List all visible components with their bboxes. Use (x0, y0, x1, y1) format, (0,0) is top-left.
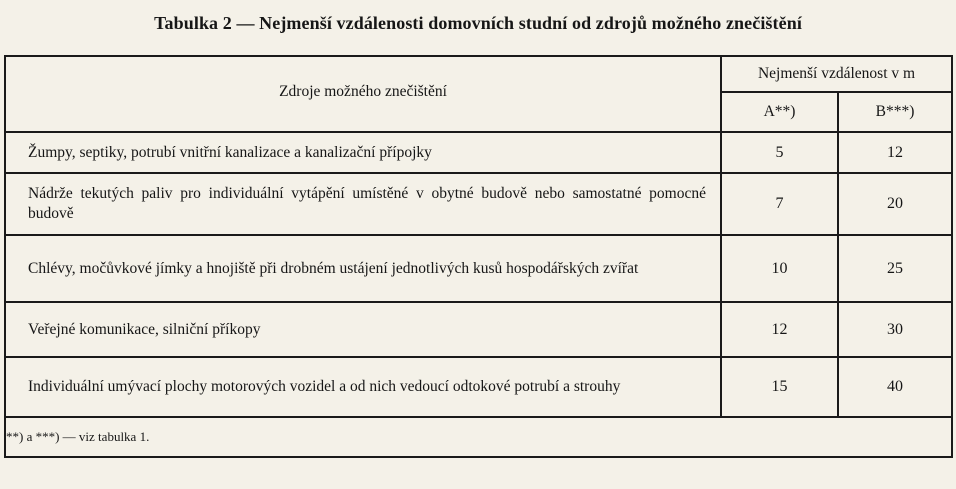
distance-a-cell: 7 (721, 173, 838, 235)
distance-a-cell: 15 (721, 357, 838, 417)
distance-a-cell: 5 (721, 132, 838, 173)
footnote: **) a ***) — viz tabulka 1. (5, 417, 952, 457)
source-cell: Žumpy, septiky, potrubí vnitřní kanalizace a kanalizační přípojky (5, 132, 721, 173)
source-cell: Nádrže tekutých paliv pro individuální vytápění umístěné v obytné budově nebo samostatné pomocné budově (5, 173, 721, 235)
source-cell: Veřejné komunikace, silniční příkopy (5, 302, 721, 357)
table-row (5, 173, 952, 235)
distance-a-cell: 12 (721, 302, 838, 357)
table-row (5, 235, 952, 302)
distance-header: Nejmenší vzdálenost v m (721, 56, 952, 92)
footnote-row (5, 417, 952, 457)
column-a-header: A**) (721, 92, 838, 132)
table-row (5, 357, 952, 417)
table-row (5, 302, 952, 357)
header-row (5, 56, 952, 92)
table-row (5, 132, 952, 173)
source-cell: Chlévy, močůvkové jímky a hnojiště při drobném ustájení jednotlivých kusů hospodářských zvířat (5, 235, 721, 302)
sources-header: Zdroje možného znečištění (5, 56, 721, 132)
distance-b-cell: 25 (838, 235, 952, 302)
distance-b-cell: 12 (838, 132, 952, 173)
table-title: Tabulka 2 — Nejmenší vzdálenosti domovních studní od zdrojů možného znečištění (154, 13, 802, 33)
column-b-header: B***) (838, 92, 952, 132)
distance-b-cell: 30 (838, 302, 952, 357)
source-cell: Individuální umývací plochy motorových vozidel a od nich vedoucí odtokové potrubí a strouhy (5, 357, 721, 417)
distances-table (4, 55, 953, 458)
distance-b-cell: 20 (838, 173, 952, 235)
distance-b-cell: 40 (838, 357, 952, 417)
distance-a-cell: 10 (721, 235, 838, 302)
